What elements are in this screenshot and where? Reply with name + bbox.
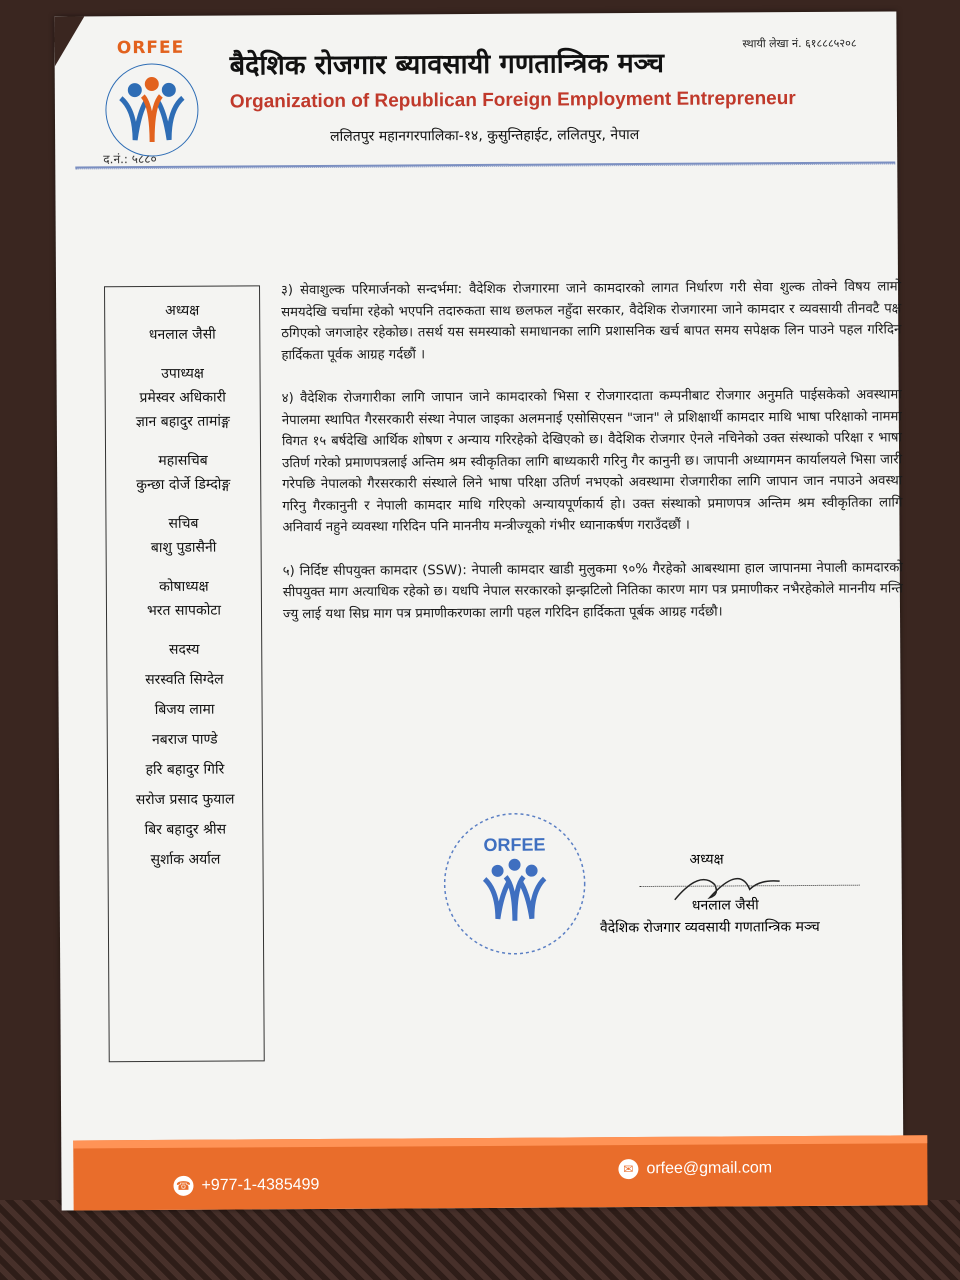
paragraph-3: ३) सेवाशुल्क परिमार्जनको सन्दर्भमा: वैदेशिक रोजगारमा जाने कामदारको लागत निर्धारण गरी सेवा शुल्क तोक्ने विषय लामो समयदेखि चर्चामा रहेको भएपनि तदारुकता साथ छलफल नहुँदा सरकार, वैदेशिक रोजगारमा जाने कामदार र व्यवसायी तीनवटै पक्ष ठगिएको जगजाहेर रहेकोछ। तसर्थ यस समस्याको समाधानका लागि प्रशासनिक खर्च बापत समय सपेक्षक लिन पाउने पहल गरिदिन हार्दिकता पूर्वक आग्रह गर्दछौं । bbox=[280, 279, 902, 363]
letter-body bbox=[281, 276, 903, 647]
member-name: ज्ञान बहादुर तामांङ्ग bbox=[135, 413, 230, 431]
member-name: भरत सापकोटा bbox=[146, 602, 222, 620]
member-name: बिजय लामा bbox=[154, 701, 215, 718]
role-label: महासचिब bbox=[158, 452, 208, 469]
member-name: सरस्वति सिग्देल bbox=[145, 671, 224, 689]
member-name: सुर्शाक अर्याल bbox=[150, 851, 221, 869]
role-label: सदस्य bbox=[168, 641, 200, 658]
board-group bbox=[107, 576, 261, 620]
member-name: सरोज प्रसाद फुयाल bbox=[135, 791, 235, 809]
role-label: कोषाध्यक्ष bbox=[159, 578, 209, 595]
letterhead-page bbox=[54, 11, 903, 1210]
footer-email bbox=[618, 1158, 772, 1179]
registration-number: द.नं.: ५८८० bbox=[103, 151, 157, 167]
email-icon: ✉ bbox=[618, 1159, 638, 1179]
phone-number: +977-1-4385499 bbox=[201, 1176, 320, 1194]
footer-phone bbox=[173, 1175, 319, 1196]
phone-icon: ☎ bbox=[173, 1176, 193, 1196]
board-group bbox=[105, 363, 259, 431]
board-members-group bbox=[107, 639, 262, 869]
board-group bbox=[106, 513, 260, 557]
orfee-logo bbox=[96, 36, 207, 167]
paragraph-4: ४) वैदेशिक रोजगारीका लागि जापान जाने कामदारको भिसा र रोजगारदाता कम्पनीबाट रोजगार अनुमति पाईसकेको अवस्थामा नेपालमा स्थापित गैरसरकारी संस्था नेपाल जाइका अलमनाई एसोसिएसन "जान" ले प्रशिक्षार्थी कामदार माथि भाषा परिक्षाको नाममा विगत १५ बर्षदेखि आर्थिक शोषण र अन्याय गरिरहेको देखिएको छ। वैदेशिक रोजगार ऐनले नचिनेको उक्त संस्थाको परिक्षा र भाषा उतिर्ण गरेको प्रमाणपत्रलाई अन्तिम श्रम स्वीकृतिका लागि बाध्यकारी गरिनु गैर कानुनी छ। जापानी अध्यागमन कार्यालयले भिसा जारी गरेपछि नेपालको गैरसरकारी संस्थाले लिने भाषा परिक्षा उतिर्ण नभएको अवस्थामा रोजगारीका लागि जापान जान नपाउने अवस्था गरिनु गैरकानुनी र नेपाली कामदार माथि गरिएको अन्यायपूर्णकार्य हो। उक्त संस्थाको प्रमाणपत्र अन्तिम श्रम स्वीकृतिका लागि अनिवार्य नहुने व्यवस्था गरिदिन पनि माननीय मन्त्रीज्यूको गंभीर ध्यानाकर्षण गराउँदछौं । bbox=[281, 387, 903, 536]
signatory-role: अध्यक्ष bbox=[689, 851, 724, 868]
board-group bbox=[106, 450, 260, 494]
paragraph-5: ५) निर्दिष्ट सीपयुक्त कामदार (SSW): नेपाली कामदार खाडी मुलुकमा ९०% गैरहेको आबस्थामा हाल जापानमा नेपाली कामदारको सीपयुक्त माग अत्याधिक रहेको छ। यधपि नेपाल सरकारको झन्झटिलो नितिका कारण माग पत्र प्रमाणीकर नभैरहेकोले माननीय मन्ति ज्यु लाई यथा सिघ्र माग पत्र प्रमाणीकरणका लागी पहल गरिदिन हार्दिकता पूर्बक आग्रह गर्दछौ। bbox=[282, 559, 903, 622]
pan-number: स्थायी लेखा नं. ६१८८८५२०८ bbox=[742, 36, 857, 51]
footer-bar bbox=[73, 1135, 927, 1210]
signature-block bbox=[439, 807, 880, 970]
member-name: कुन्छा दोर्जे डिम्दोङ्ग bbox=[136, 476, 231, 494]
org-name-nepali: बैदेशिक रोजगार ब्यावसायी गणतान्त्रिक मञ्च bbox=[229, 47, 665, 82]
signatory-name: धनलाल जैसी bbox=[691, 897, 759, 914]
member-name: बिर बहादुर श्रीस bbox=[144, 821, 227, 839]
logo-text: ORFEE bbox=[116, 37, 185, 59]
org-address: ललितपुर महानगरपालिका-१४, कुसुन्तिहाईट, ललितपुर, नेपाल bbox=[330, 127, 640, 145]
role-label: अध्यक्ष bbox=[165, 302, 200, 319]
role-label: सचिब bbox=[168, 515, 199, 532]
svg-text:ORFEE: ORFEE bbox=[483, 834, 546, 855]
board-group bbox=[105, 300, 259, 344]
member-name: प्रमेस्वर अधिकारी bbox=[139, 389, 226, 407]
seal-stamp-icon bbox=[439, 808, 590, 959]
member-name: बाशु पुडासैनी bbox=[150, 539, 217, 557]
footer-accent bbox=[73, 1135, 927, 1148]
member-name: नबराज पाण्डे bbox=[151, 731, 218, 749]
board-members-box bbox=[104, 285, 265, 1062]
org-name-english: Organization of Republican Foreign Employment Entrepreneur bbox=[229, 88, 796, 113]
signatory-org: वैदेशिक रोजगार व्यवसायी गणतान्त्रिक मञ्च bbox=[599, 918, 820, 937]
member-name: धनलाल जैसी bbox=[148, 326, 216, 344]
role-label: उपाध्यक्ष bbox=[161, 365, 204, 382]
email-address: orfee@gmail.com bbox=[646, 1159, 773, 1178]
desk-background bbox=[0, 1200, 960, 1280]
member-name: हरि बहादुर गिरि bbox=[145, 761, 225, 779]
